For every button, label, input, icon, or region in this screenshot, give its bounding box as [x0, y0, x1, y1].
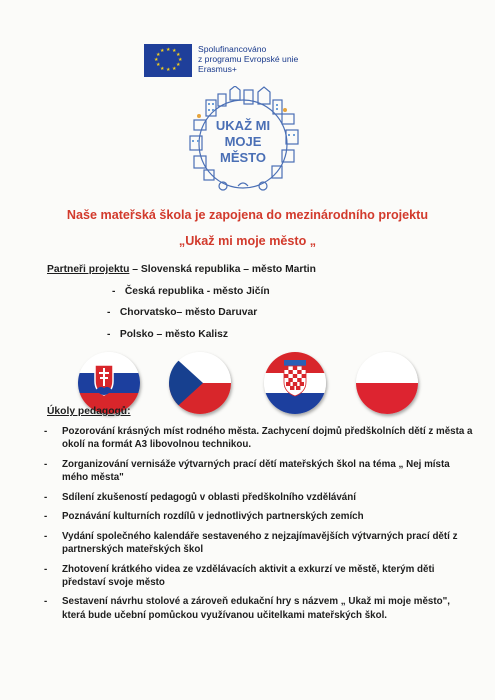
tasks-list: [44, 425, 474, 628]
partners-title: Partneři projektu: [47, 264, 130, 275]
task-text: Sestavení návrhu stolové a zároveň edukační hry s názvem „ Ukaž mi moje město", která bude učební pomůckou využívanou učitelkami mateřských škol.: [62, 596, 450, 621]
eu-cofunding-text: [198, 44, 298, 74]
list-item: [44, 595, 474, 621]
list-item: [44, 563, 474, 589]
partners-section: [47, 264, 316, 350]
task-text: Zhotovení krátkého videa ze vzdělávacích aktivit a exkurzí ve městě, kterým děti představí svoje město: [62, 563, 435, 588]
partner-row: [47, 264, 316, 286]
croatia-flag-icon: [264, 352, 326, 414]
eu-cofunding-block: [144, 44, 298, 77]
eu-flag-icon: ★ ★ ★ ★ ★ ★ ★ ★ ★ ★ ★ ★: [144, 44, 192, 77]
project-logo: [178, 86, 308, 202]
list-dash: -: [44, 458, 48, 470]
list-dash: -: [107, 307, 111, 318]
eu-text-line: z programu Evropské unie: [198, 54, 299, 64]
list-item: [44, 425, 474, 451]
list-item: [44, 458, 474, 484]
task-text: Vydání společného kalendáře sestaveného z nejzajímavějších výtvarných prací dětí z partnerských mateřských škol: [62, 530, 458, 555]
list-item: [44, 530, 474, 556]
logo-text-line: UKAŽ MI: [215, 118, 271, 133]
eu-text-line: Erasmus+: [198, 64, 237, 74]
partner-item: Chorvatsko– město Daruvar: [119, 307, 258, 318]
list-dash: -: [44, 563, 48, 575]
list-dash: -: [44, 426, 48, 437]
slovakia-flag-icon: [78, 352, 140, 414]
city-circle-logo-icon: [178, 86, 308, 202]
task-text: Zorganizování vernisáže výtvarných prací dětí mateřských škol na téma „ Nej místa mého města": [62, 458, 450, 483]
logo-text-line: MĚSTO: [220, 150, 266, 165]
list-dash: -: [112, 285, 116, 297]
list-dash: -: [44, 491, 48, 503]
list-dash: -: [44, 511, 48, 523]
partner-row: [47, 286, 316, 308]
partner-row: [47, 329, 316, 351]
tasks-title: Úkoly pedagogů:: [47, 406, 131, 417]
task-text: Pozorování krásných míst rodného města. Zachycení dojmů předškolních dětí z města a okolí na formát A3 libovolnou technikou.: [62, 426, 473, 451]
task-text: Sdílení zkušeností pedagogů v oblasti předškolního vzdělávání: [62, 491, 356, 503]
task-text: Poznávání kulturních rozdílů v jednotlivých partnerských zemích: [62, 511, 364, 523]
page-title: Naše mateřská škola je zapojena do mezinárodního projektu: [66, 208, 429, 222]
partner-row: [47, 307, 316, 329]
partner-item: Česká republika - město Jičín: [124, 285, 270, 297]
logo-text-line: MOJE: [224, 134, 262, 149]
list-dash: -: [44, 530, 48, 542]
project-name: „Ukaž mi moje město „: [178, 234, 317, 248]
list-dash: -: [107, 328, 111, 340]
partner-flags: [0, 352, 495, 414]
list-dash: -: [44, 596, 48, 608]
partner-item: Polsko – město Kalisz: [119, 328, 229, 340]
czech-flag-icon: [169, 352, 231, 414]
partner-item: – Slovenská republika – město Martin: [129, 264, 316, 275]
list-item: [44, 510, 474, 523]
poland-flag-icon: [356, 352, 418, 414]
eu-text-line: Spolufinancováno: [198, 44, 267, 54]
list-item: [44, 491, 474, 504]
